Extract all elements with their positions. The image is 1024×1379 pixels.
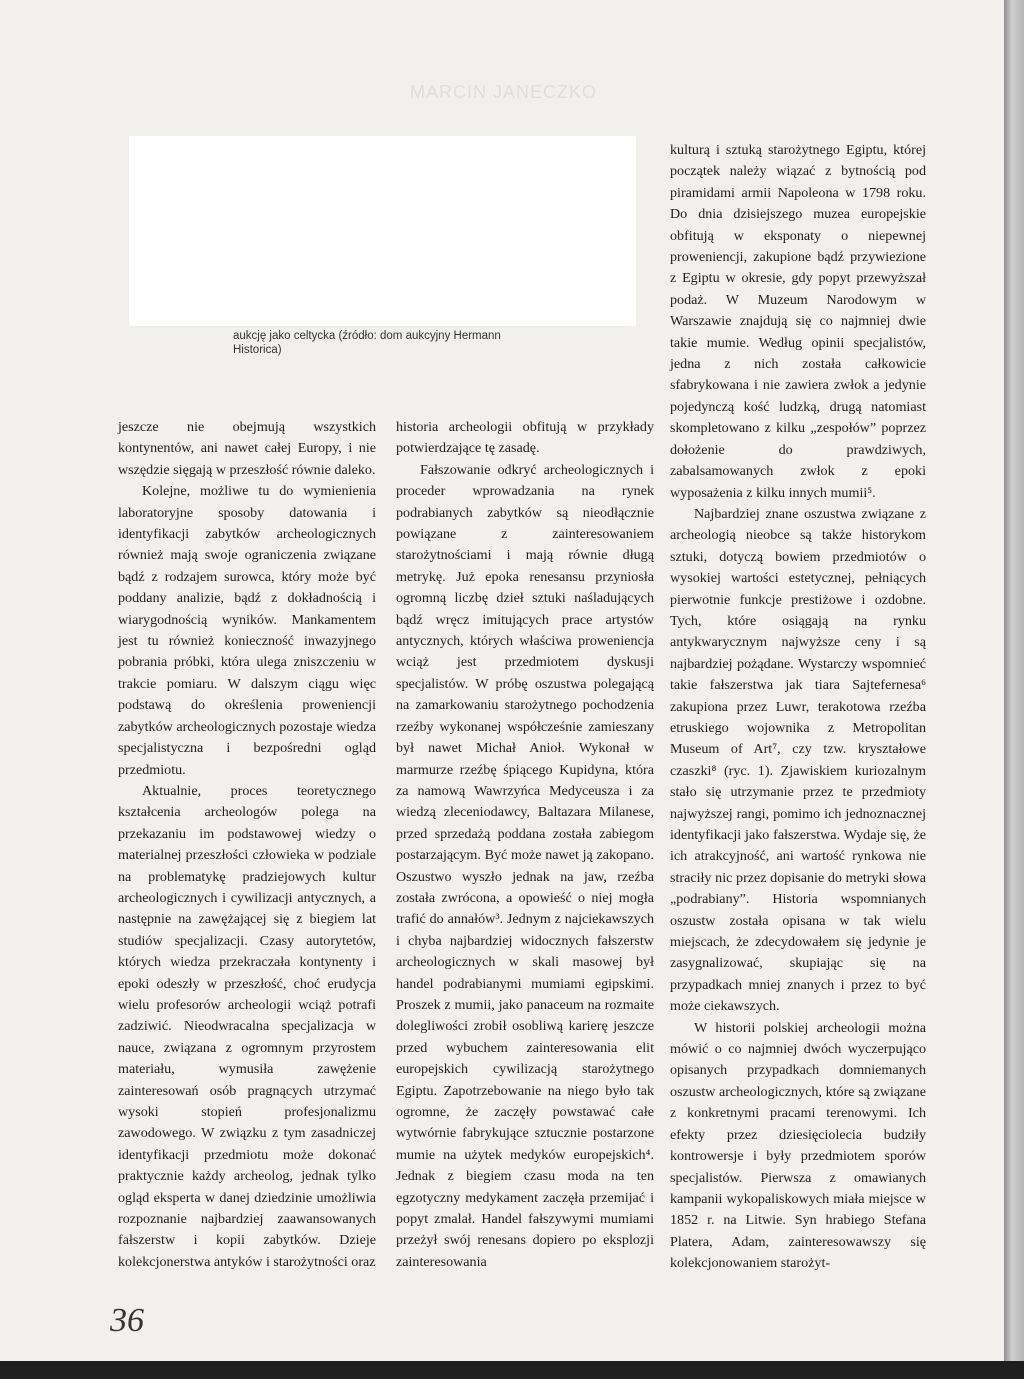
page-edge [1004,0,1024,1379]
paragraph: historia archeologii obfitują w przykłady potwierdzające tę zasadę. [396,419,654,457]
paragraph: kulturą i sztuką starożytnego Egiptu, której początek należy wiązać z bytnością pod piramidami armii Napoleona w 1798 roku. Do dnia dzisiejszego muzea europejskie obfitują w eksponaty o niepewnej proweniencji, zakupione bądź przywiezione z Egiptu w okresie, gdy popyt przewyższał podaż. W Muzeum Narodowym w Warszawie znajdują się co najmniej dwie takie mumie. Według opinii specjalistów, jedna z nich została całkowicie sfabrykowana i nie zawiera zwłok a jedynie pojedynczą kość ludzką, drugą natomiast skompletowano z kilku „zespołów” poprzez dołożenie do prawdziwych, zabalsamowanych zwłok z epoki wyposażenia z kilku innych mumii⁵. [670,142,926,501]
paragraph: Najbardziej znane oszustwa związane z archeologią nieobce są także historykom sztuki, dotyczą bowiem przedmiotów o wysokiej wartości estetycznej, pełniących pierwotnie funkcje prestiżowe i ozdobne. Tych, które osiągają na rynku antykwarycznym najwyższe ceny i są najbardziej pożądane. Wystarczy wspomnieć takie fałszerstwa jak tiara Sajtefernesa⁶ zakupiona przez Luwr, terakotowa rzeźba etruskiego wojownika z Metropolitan Museum of Art⁷, czy tzw. kryształowe czaszki⁸ (ryc. 1). Zjawiskiem kuriozalnym stało się utrzymanie przez te przedmioty najwyższej rangi, pomimo ich jednoznacznej identyfikacji jako fałszerstwa. Wydaje się, że ich atrakcyjność, ani wartość rynkowa nie straciły nic przez dopisanie do metryki słowa „podrabiany”. Historia wspomnianych oszustw została opisana w tak wielu miejscach, że zdecydowałem się jedynie je zasygnalizować, skupiając się na przypadkach mniej znanych i przez to być może ciekawszych. [670,505,926,1015]
scan-border [0,1361,1024,1379]
paragraph: jeszcze nie obejmują wszystkich kontynentów, ani nawet całej Europy, i nie wszędzie sięgają w przeszłość równie daleko. [118,419,376,478]
paragraph: W historii polskiej archeologii można mówić o co najmniej dwóch wyczerpująco opisanych przypadkach domniemanych oszustw archeologicznych, które są związane z konkretnymi pracami terenowymi. Ich efekty przez dziesięciolecia budziły kontrowersje i były przedmiotem sporów specjalistów. Pierwsza z omawianych kampanii wykopaliskowych miała miejsce w 1852 r. na Litwie. Syn hrabiego Stefana Platera, Adam, zainteresowawszy się kolekcjonowaniem starożyt- [670,1019,926,1272]
page-number: 36 [110,1302,144,1339]
text-column-1 [118,417,376,1273]
paragraph: Aktualnie, proces teoretycznego kształcenia archeologów polega na przekazaniu im podstawowej wiedzy o materialnej przeszłości człowieka w podziale na problematykę pradziejowych kultur archeologicznych i cywilizacji antycznych, a następnie na zawężającej się z biegiem lat studiów specjalizacji. Czasy autorytetów, których wiedza przekraczała kontynenty i epoki odeszły w przeszłość, choć erudycja wielu profesorów archeologii wciąż potrafi zadziwić. Nieodwracalna specjalizacja w nauce, związana z ogromnym przyrostem materiału, wymusiła zawężenie zainteresowań osób pragnących utrzymać wysoki stopień profesjonalizmu zawodowego. W związku z tym zasadniczej identyfikacji przedmiotu może dokonać praktycznie każdy archeolog, jednak tylko ogląd eksperta w danej dziedzinie umożliwia rozpoznanie najbardziej zaawansowanych fałszerstw i kopii zabytków. Dzieje kolekcjonerstwa antyków i starożytności oraz [118,782,376,1270]
paragraph: Kolejne, możliwe tu do wymienienia laboratoryjne sposoby datowania i identyfikacji zabytków archeologicznych również mają swoje ograniczenia związane bądź z rodzajem surowca, który może być poddany analizie, bądź z dokładnością i wiarygodnością wyników. Mankamentem jest tu również konieczność inwazyjnego pobrania próbki, która ulega zniszczeniu w trakcie pomiaru. W dalszym ciągu więc podstawą do określenia proweniencji zabytków archeologicznych pozostaje wiedza specjalistyczna i bezpośredni ogląd przedmiotu. [118,483,376,778]
figure-caption: aukcję jako celtycka (źródło: dom aukcyjny Hermann Historica) [233,330,501,356]
figure-image [129,136,636,326]
text-column-3 [670,140,926,1275]
running-header: MARCIN JANECZKO [410,82,598,102]
paragraph: Fałszowanie odkryć archeologicznych i proceder wprowadzania na rynek podrabianych zabytków są nieodłącznie powiązane z zainteresowaniem starożytnościami i mają równie długą metrykę. Już epoka renesansu przyniosła ogromną liczbę dzieł sztuki naśladujących bądź wręcz imitujących prace artystów antycznych, których właściwa proweniencja wciąż jest przedmiotem dyskusji specjalistów. W próbę oszustwa polegającą na zamarkowaniu starożytnego pochodzenia rzeźby wykonanej współcześnie zamieszany był nawet Michał Anioł. Wykonał w marmurze rzeźbę śpiącego Kupidyna, która za namową Wawrzyńca Medyceusza i za wiedzą zleceniodawcy, Baltazara Milanese, przed sprzedażą poddana została zabiegom postarzającym. Być może nawet ją zakopano. Oszustwo wyszło jednak na jaw, rzeźba została zwrócona, a opowieść o niej mogła trafić do annałów³. Jednym z najciekawszych i chyba najbardziej widocznych fałszerstw archeologicznych w skali masowej był handel podrabianymi mumiami egipskimi. Proszek z mumii, jako panaceum na rozmaite dolegliwości zrobił osobliwą karierę jeszcze przed wybuchem zainteresowania elit europejskich cywilizacją starożytnego Egiptu. Zapotrzebowanie na niego było tak ogromne, że zaczęły powstawać całe wytwórnie fabrykujące sztucznie postarzone mumie na użytek medyków europejskich⁴. Jednak z biegiem czasu moda na ten egzotyczny medykament zaczęła przemijać i popyt zmalał. Handel fałszywymi mumiami przeżył swój renesans dopiero po eksplozji zainteresowania [396,461,654,1270]
text-column-2 [396,417,654,1273]
